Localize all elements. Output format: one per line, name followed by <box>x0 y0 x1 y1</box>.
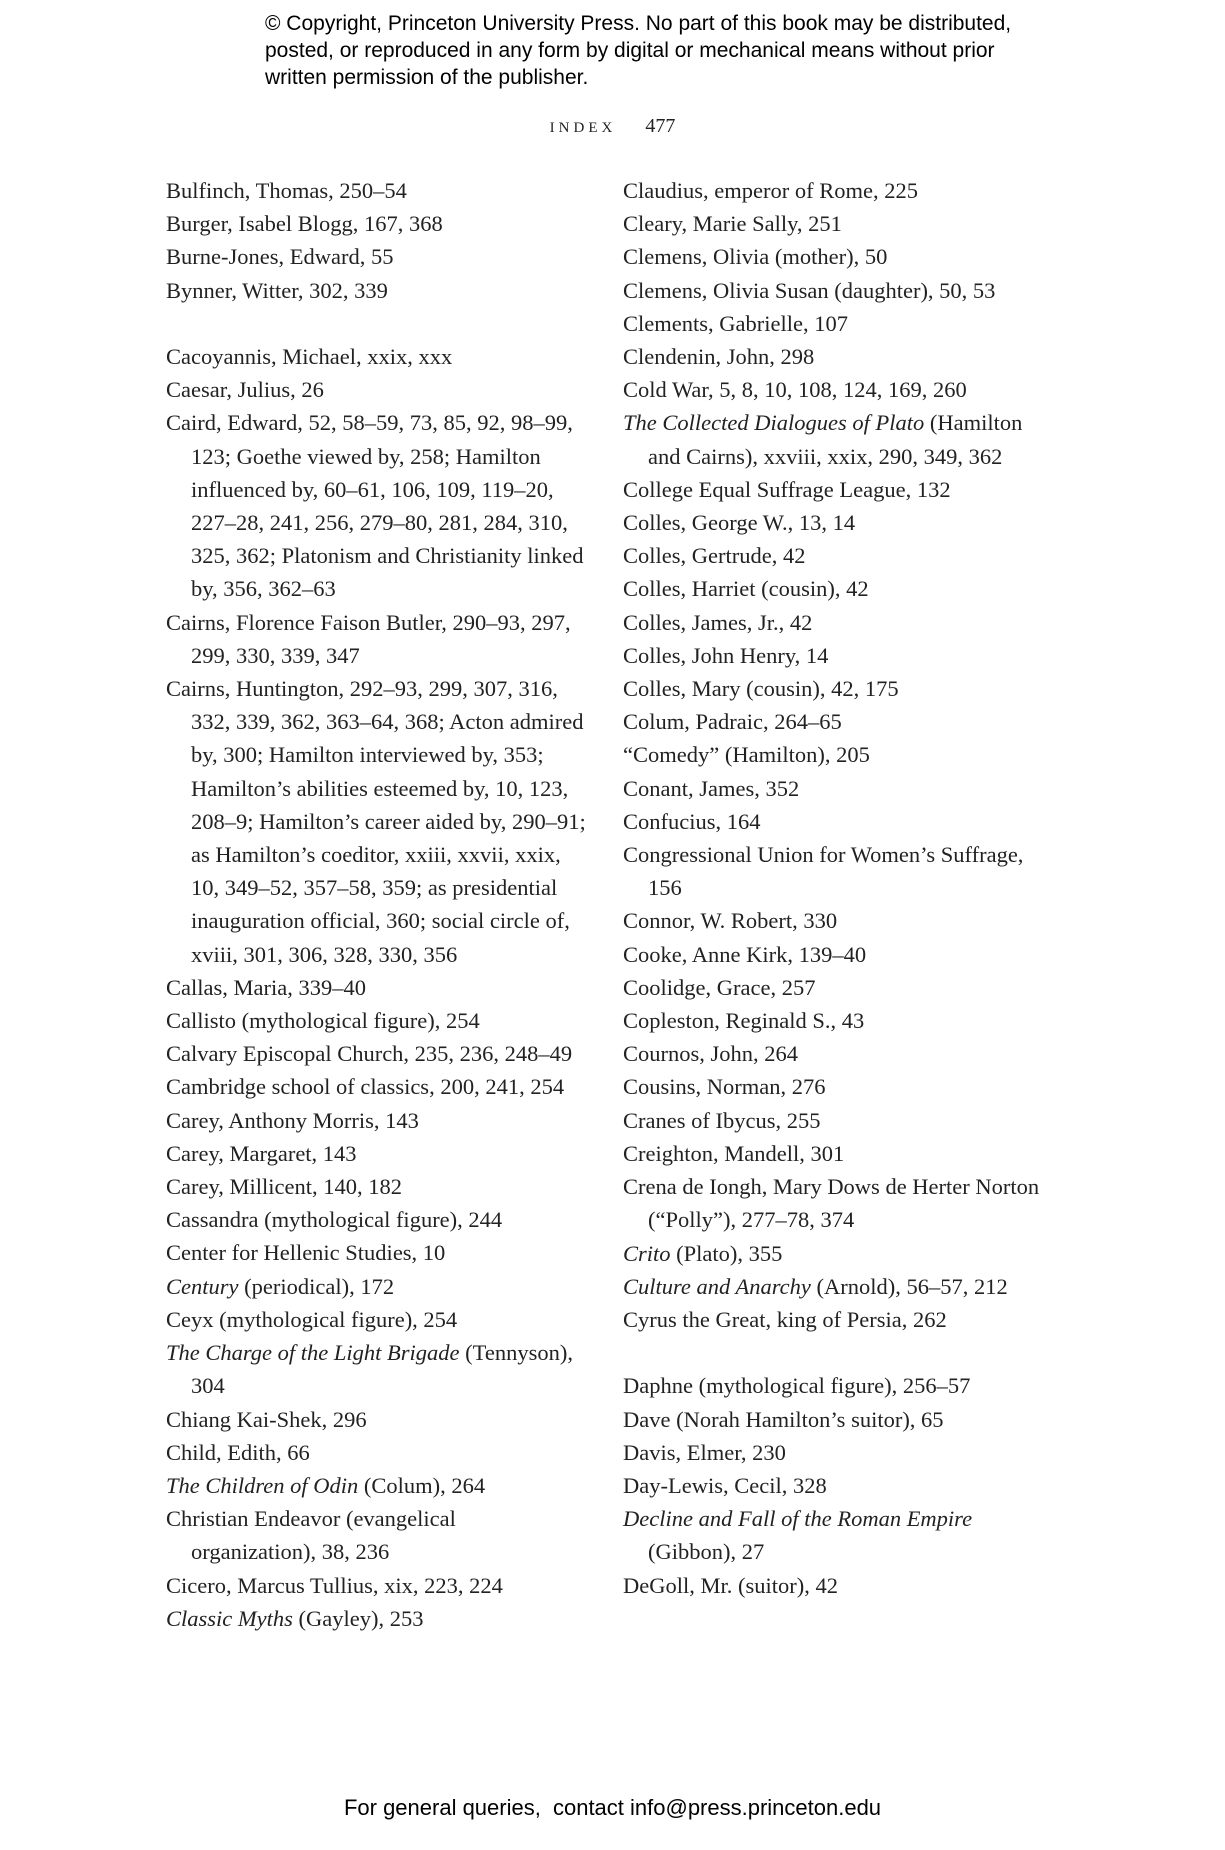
index-entry: Cooke, Anne Kirk, 139–40 <box>623 941 867 967</box>
entry-locators: (Tennyson), 304 <box>191 1340 573 1399</box>
index-entry: Cambridge school of classics, 200, 241, 254 <box>166 1074 565 1100</box>
index-entry: Crena de Iongh, Mary Dows de Herter Norton (“Polly”), 277–78, 374 <box>623 1174 1040 1233</box>
index-entry <box>623 1270 1053 1303</box>
index-entry: Cranes of Ibycus, 255 <box>623 1107 821 1133</box>
index-entry: Ceyx (mythological figure), 254 <box>166 1306 458 1332</box>
footer-contact: contact info@press.princeton.edu <box>552 1795 882 1820</box>
running-head <box>0 113 1225 138</box>
index-entry: Colum, Padraic, 264–65 <box>623 709 842 735</box>
index-entry: Caesar, Julius, 26 <box>166 377 324 403</box>
index-entry: Clemens, Olivia Susan (daughter), 50, 53 <box>623 277 996 303</box>
index-entry: College Equal Suffrage League, 132 <box>623 476 951 502</box>
index-entry: Day-Lewis, Cecil, 328 <box>623 1472 827 1498</box>
index-entry: Calvary Episcopal Church, 235, 236, 248–49 <box>166 1041 573 1067</box>
index-entry: Colles, James, Jr., 42 <box>623 609 813 635</box>
index-entry: Cousins, Norman, 276 <box>623 1074 826 1100</box>
index-entry: Confucius, 164 <box>623 808 761 834</box>
index-entry: Creighton, Mandell, 301 <box>623 1140 845 1166</box>
index-entry: Colles, Gertrude, 42 <box>623 543 806 569</box>
entry-title: The Charge of the Light Brigade <box>166 1340 460 1366</box>
index-entry: Colles, Mary (cousin), 42, 175 <box>623 676 899 702</box>
entry-title: Classic Myths <box>166 1605 293 1631</box>
index-entry: Coolidge, Grace, 257 <box>623 974 816 1000</box>
index-entry: Dave (Norah Hamilton’s suitor), 65 <box>623 1406 944 1432</box>
entry-locators: (periodical), 172 <box>238 1273 395 1299</box>
index-entry <box>623 406 1053 472</box>
entry-title: Crito <box>623 1240 671 1266</box>
index-entry: Burger, Isabel Blogg, 167, 368 <box>166 211 443 237</box>
index-entry: Cicero, Marcus Tullius, xix, 223, 224 <box>166 1572 503 1598</box>
index-column-right <box>623 174 1053 1602</box>
index-entry: Center for Hellenic Studies, 10 <box>166 1240 446 1266</box>
index-entry: Carey, Millicent, 140, 182 <box>166 1174 402 1200</box>
index-entry: Colles, George W., 13, 14 <box>623 510 856 536</box>
index-column-left <box>166 174 586 1635</box>
page-number: 477 <box>645 115 676 137</box>
index-entry: Carey, Margaret, 143 <box>166 1140 357 1166</box>
index-entry: Davis, Elmer, 230 <box>623 1439 786 1465</box>
index-entry: Cairns, Huntington, 292–93, 299, 307, 316, 332, 339, 362, 363–64, 368; Acton admired by, 300; Hamilton interviewed by, 353; Hamilton’s abilities esteemed by, 10, 123, 208–9; Hamilton’s career aided by, 290–91; as Hamilton’s coeditor, xxiii, xxvii, xxix, 10, 349–52, 357–58, 359; as presidential inauguration official, 360; social circle of, xviii, 301, 306, 328, 330, 356 <box>166 676 586 967</box>
entry-locators: (Colum), 264 <box>358 1472 486 1498</box>
index-entry: Connor, W. Robert, 330 <box>623 908 838 934</box>
entry-locators: (Hamilton and Cairns), xxviii, xxix, 290, 349, 362 <box>648 410 1023 469</box>
index-entry <box>623 1502 1053 1568</box>
index-entry: Congressional Union for Women’s Suffrage, 156 <box>623 842 1024 901</box>
index-entry: Clendenin, John, 298 <box>623 344 815 370</box>
footer-prefix: For general queries, <box>343 1795 541 1820</box>
index-entry: Cassandra (mythological figure), 244 <box>166 1207 503 1233</box>
index-entry <box>166 1469 586 1502</box>
entry-title: The Children of Odin <box>166 1472 359 1498</box>
index-entry: Daphne (mythological figure), 256–57 <box>623 1373 971 1399</box>
index-entry: Cold War, 5, 8, 10, 108, 124, 169, 260 <box>623 377 967 403</box>
index-entry: Bynner, Witter, 302, 339 <box>166 277 388 303</box>
index-entry: Clements, Gabrielle, 107 <box>623 310 848 336</box>
index-entry: Cairns, Florence Faison Butler, 290–93, 297, 299, 330, 339, 347 <box>166 609 571 668</box>
index-entry: Caird, Edward, 52, 58–59, 73, 85, 92, 98–99, 123; Goethe viewed by, 258; Hamilton influenced by, 60–61, 106, 109, 119–20, 227–28, 241, 256, 279–80, 281, 284, 310, 325, 362; Platonism and Christianity linked by, 356, 362–63 <box>166 410 584 602</box>
index-entry: DeGoll, Mr. (suitor), 42 <box>623 1572 838 1598</box>
index-entry <box>166 1270 586 1303</box>
index-entry: Burne-Jones, Edward, 55 <box>166 244 394 270</box>
index-entry: Callas, Maria, 339–40 <box>166 974 366 1000</box>
entry-locators: (Gayley), 253 <box>292 1605 424 1631</box>
running-head-label: index <box>549 113 617 137</box>
entry-title: Century <box>166 1273 239 1299</box>
index-entry: Cournos, John, 264 <box>623 1041 799 1067</box>
index-entry: Carey, Anthony Morris, 143 <box>166 1107 419 1133</box>
index-entry: Cleary, Marie Sally, 251 <box>623 211 842 237</box>
entry-title: Decline and Fall of the Roman Empire <box>623 1506 973 1532</box>
index-entry: Copleston, Reginald S., 43 <box>623 1008 865 1034</box>
index-entry: Chiang Kai-Shek, 296 <box>166 1406 367 1432</box>
index-entry: “Comedy” (Hamilton), 205 <box>623 742 870 768</box>
entry-locators: (Gibbon), 27 <box>648 1539 765 1565</box>
index-entry: Callisto (mythological figure), 254 <box>166 1008 480 1034</box>
index-entry: Christian Endeavor (evangelical organization), 38, 236 <box>166 1506 456 1565</box>
letter-group-gap <box>166 307 586 340</box>
index-entry: Colles, John Henry, 14 <box>623 642 829 668</box>
index-entry <box>623 1237 1053 1270</box>
footer <box>0 1795 1225 1821</box>
index-entry <box>166 1602 586 1635</box>
index-entry: Claudius, emperor of Rome, 225 <box>623 178 918 203</box>
index-entry: Child, Edith, 66 <box>166 1439 310 1465</box>
index-entry: Cyrus the Great, king of Persia, 262 <box>623 1306 947 1332</box>
entry-title: Culture and Anarchy <box>623 1273 811 1299</box>
entry-locators: (Plato), 355 <box>670 1240 783 1266</box>
index-entry: Clemens, Olivia (mother), 50 <box>623 244 888 270</box>
entry-locators: (Arnold), 56–57, 212 <box>810 1273 1008 1299</box>
index-entry: Colles, Harriet (cousin), 42 <box>623 576 869 602</box>
index-entry: Conant, James, 352 <box>623 775 800 801</box>
copyright-notice: © Copyright, Princeton University Press. No part of this book may be distributed, posted, or reproduced in any form by digital or mechanical means without prior written permission of the publisher. <box>265 12 1012 89</box>
index-entry: Bulfinch, Thomas, 250–54 <box>166 178 407 203</box>
index-entry: Cacoyannis, Michael, xxix, xxx <box>166 344 453 369</box>
letter-group-gap <box>623 1336 1053 1369</box>
entry-title: The Collected Dialogues of Plato <box>623 410 925 436</box>
index-entry <box>166 1336 586 1402</box>
